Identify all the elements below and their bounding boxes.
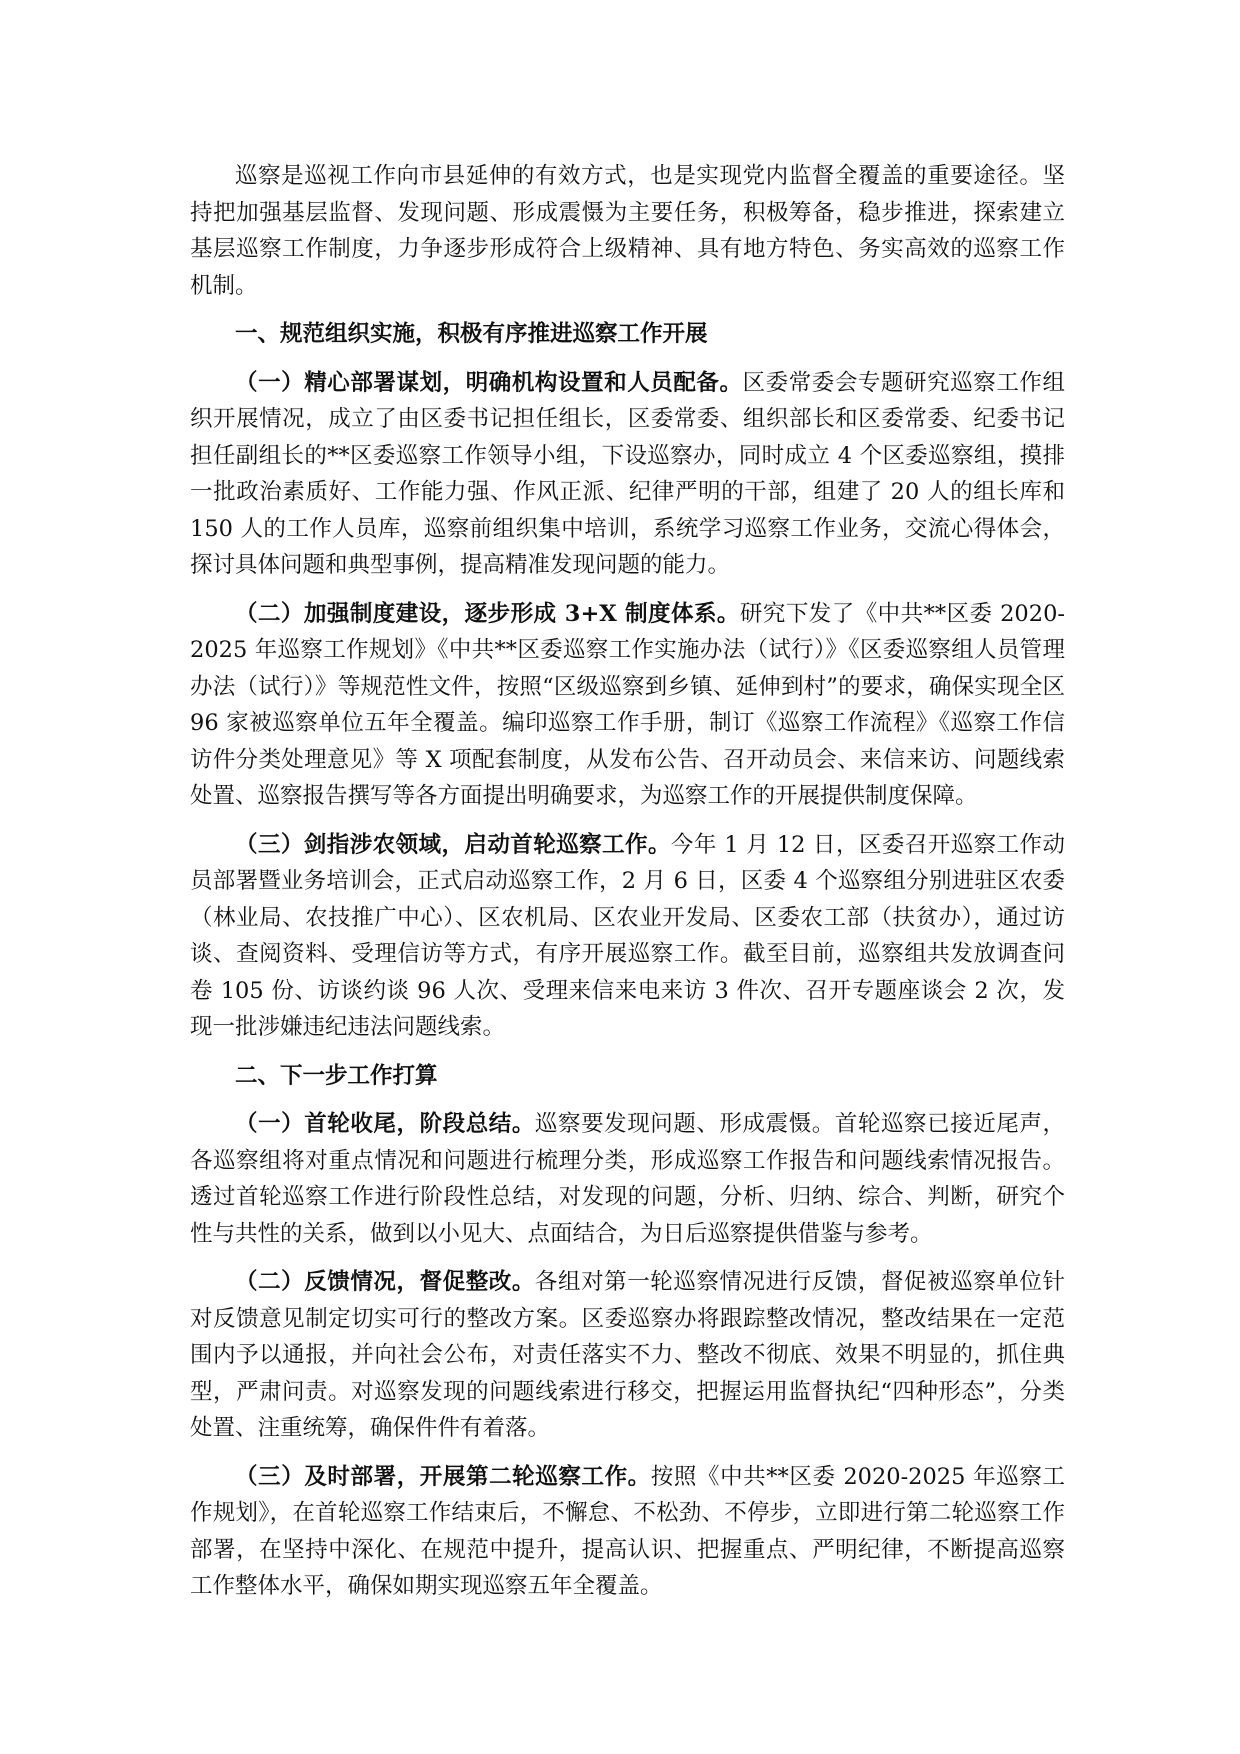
item-lead: （二）加强制度建设，逐步形成 3+X 制度体系。 [235,600,740,627]
item-lead: （三）及时部署，开展第二轮巡察工作。 [235,1463,651,1490]
item-lead: （一）首轮收尾，阶段总结。 [235,1111,535,1137]
intro-paragraph: 巡察是巡视工作向市县延伸的有效方式，也是实现党内监督全覆盖的重要途径。坚持把加强基层监督、发现问题、形成震慑为主要任务，积极筹备，稳步推进，探索建立基层巡察工作制度，力争逐步形成符合上级精神、具有地方特色、务实高效的巡察工作机制。 [190,163,1065,299]
item-lead: （一）精心部署谋划，明确机构设置和人员配备。 [235,369,743,396]
section-1-item-2 [190,596,1065,815]
item-body: 按照《中共**区委 2020-2025 年巡察工作规划》，在首轮巡察工作结束后，不懈怠、不松劲、不停步，立即进行第二轮巡察工作部署，在坚持中深化、在规范中提升，提高认识、把握重点、严明纪律，不断提高巡察工作整体水平，确保如期实现巡察五年全覆盖。 [190,1463,1065,1599]
section-1-item-3 [190,827,1065,1046]
item-lead: （二）反馈情况，督促整改。 [235,1269,535,1295]
item-body: 研究下发了《中共**区委 2020-2025 年巡察工作规划》《中共**区委巡察工作实施办法（试行）》《区委巡察组人员管理办法（试行）》等规范性文件，按照“区级巡察到乡镇、延伸到村”的要求，确保实现全区 96 家被巡察单位五年全覆盖。编印巡察工作手册，制订《巡察工作流程》《巡察工作信访件分类处理意见》等 X 项配套制度，从发布公告、召开动员会、来信来访、问题线索处置、巡察报告撰写等各方面提出明确要求，为巡察工作的开展提供制度保障。 [190,600,1065,809]
item-body: 巡察要发现问题、形成震慑。首轮巡察已接近尾声，各巡察组将对重点情况和问题进行梳理分类，形成巡察工作报告和问题线索情况报告。透过首轮巡察工作进行阶段性总结，对发现的问题，分析、归纳、综合、判断，研究个性与共性的关系，做到以小见大、点面结合，为日后巡察提供借鉴与参考。 [190,1111,1065,1247]
section-2-item-1 [190,1106,1065,1252]
section-2-item-2 [190,1264,1065,1447]
section-2-item-3 [190,1459,1065,1605]
section-2-heading: 二、下一步工作打算 [235,1062,438,1089]
section-1-item-1 [190,365,1065,584]
document-page [190,158,1065,1617]
item-body: 今年 1 月 12 日，区委召开巡察工作动员部署暨业务培训会，正式启动巡察工作，2 月 6 日，区委 4 个巡察组分别进驻区农委（林业局、农技推广中心）、区农机局、区农业开发局、区委农工部（扶贫办），通过访谈、查阅资料、受理信访等方式，有序开展巡察工作。截至目前，巡察组共发放调查问卷 105 份、访谈约谈 96 人次、受理来信来电来访 3 件次、召开专题座谈会 2 次，发现一批涉嫌违纪违法问题线索。 [190,831,1065,1040]
section-1-heading: 一、规范组织实施，积极有序推进巡察工作开展 [235,321,708,347]
item-lead: （三）剑指涉农领域，启动首轮巡察工作。 [235,831,671,858]
item-body: 区委常委会专题研究巡察工作组织开展情况，成立了由区委书记担任组长，区委常委、组织部长和区委常委、纪委书记担任副组长的**区委巡察工作领导小组，下设巡察办，同时成立 4 个区委巡察组，摸排一批政治素质好、工作能力强、作风正派、纪律严明的干部，组建了 20 人的组长库和 150 人的工作人员库，巡察前组织集中培训，系统学习巡察工作业务，交流心得体会，探讨具体问题和典型事例，提高精准发现问题的能力。 [190,369,1065,578]
item-body: 各组对第一轮巡察情况进行反馈，督促被巡察单位针对反馈意见制定切实可行的整改方案。区委巡察办将跟踪整改情况，整改结果在一定范围内予以通报，并向社会公布，对责任落实不力、整改不彻底、效果不明显的，抓住典型，严肃问责。对巡察发现的问题线索进行移交，把握运用监督执纪“四种形态”，分类处置、注重统筹，确保件件有着落。 [190,1269,1065,1441]
